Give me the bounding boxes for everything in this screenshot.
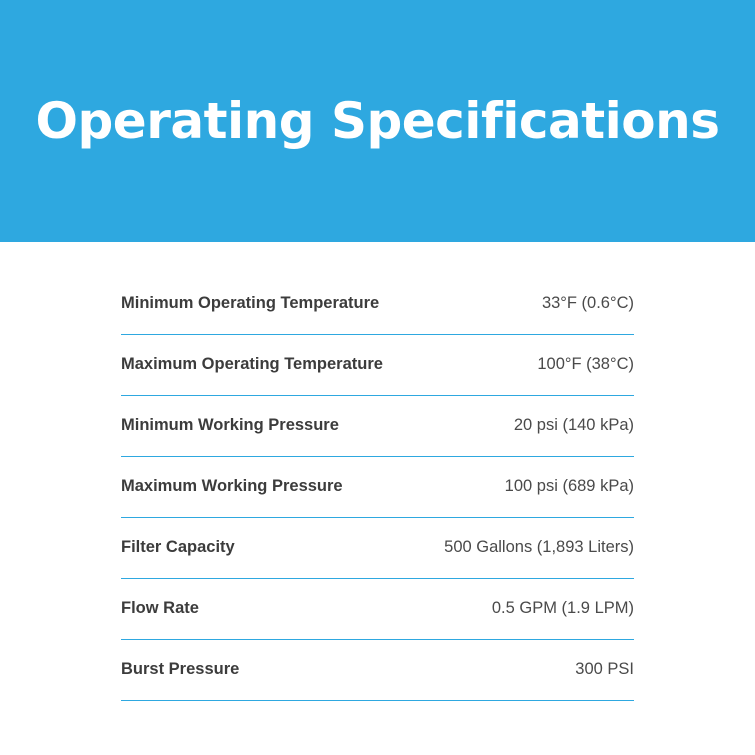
spec-value: 100°F (38°C) bbox=[537, 355, 634, 373]
spec-row-filter-capacity bbox=[121, 518, 634, 579]
header-banner bbox=[0, 0, 755, 242]
spec-value: 500 Gallons (1,893 Liters) bbox=[444, 538, 634, 556]
spec-value: 20 psi (140 kPa) bbox=[513, 416, 634, 434]
spec-row-burst-pressure bbox=[121, 640, 634, 701]
spec-label: Flow Rate bbox=[121, 599, 199, 617]
spec-label: Maximum Operating Temperature bbox=[121, 355, 383, 373]
spec-value: 100 psi (689 kPa) bbox=[504, 477, 634, 495]
spec-row-max-working-pressure bbox=[121, 457, 634, 518]
spec-label: Filter Capacity bbox=[121, 538, 235, 556]
spec-row-min-operating-temperature bbox=[121, 274, 634, 335]
spec-label: Burst Pressure bbox=[121, 660, 240, 678]
spec-label: Minimum Working Pressure bbox=[121, 416, 339, 434]
spec-value: 33°F (0.6°C) bbox=[541, 294, 634, 312]
page-title: Operating Specifications bbox=[35, 92, 720, 150]
spec-table bbox=[121, 274, 634, 701]
spec-row-max-operating-temperature bbox=[121, 335, 634, 396]
spec-row-min-working-pressure bbox=[121, 396, 634, 457]
spec-label: Maximum Working Pressure bbox=[121, 477, 343, 495]
spec-row-flow-rate bbox=[121, 579, 634, 640]
spec-value: 300 PSI bbox=[575, 660, 634, 678]
spec-label: Minimum Operating Temperature bbox=[121, 294, 380, 312]
spec-value: 0.5 GPM (1.9 LPM) bbox=[491, 599, 634, 617]
